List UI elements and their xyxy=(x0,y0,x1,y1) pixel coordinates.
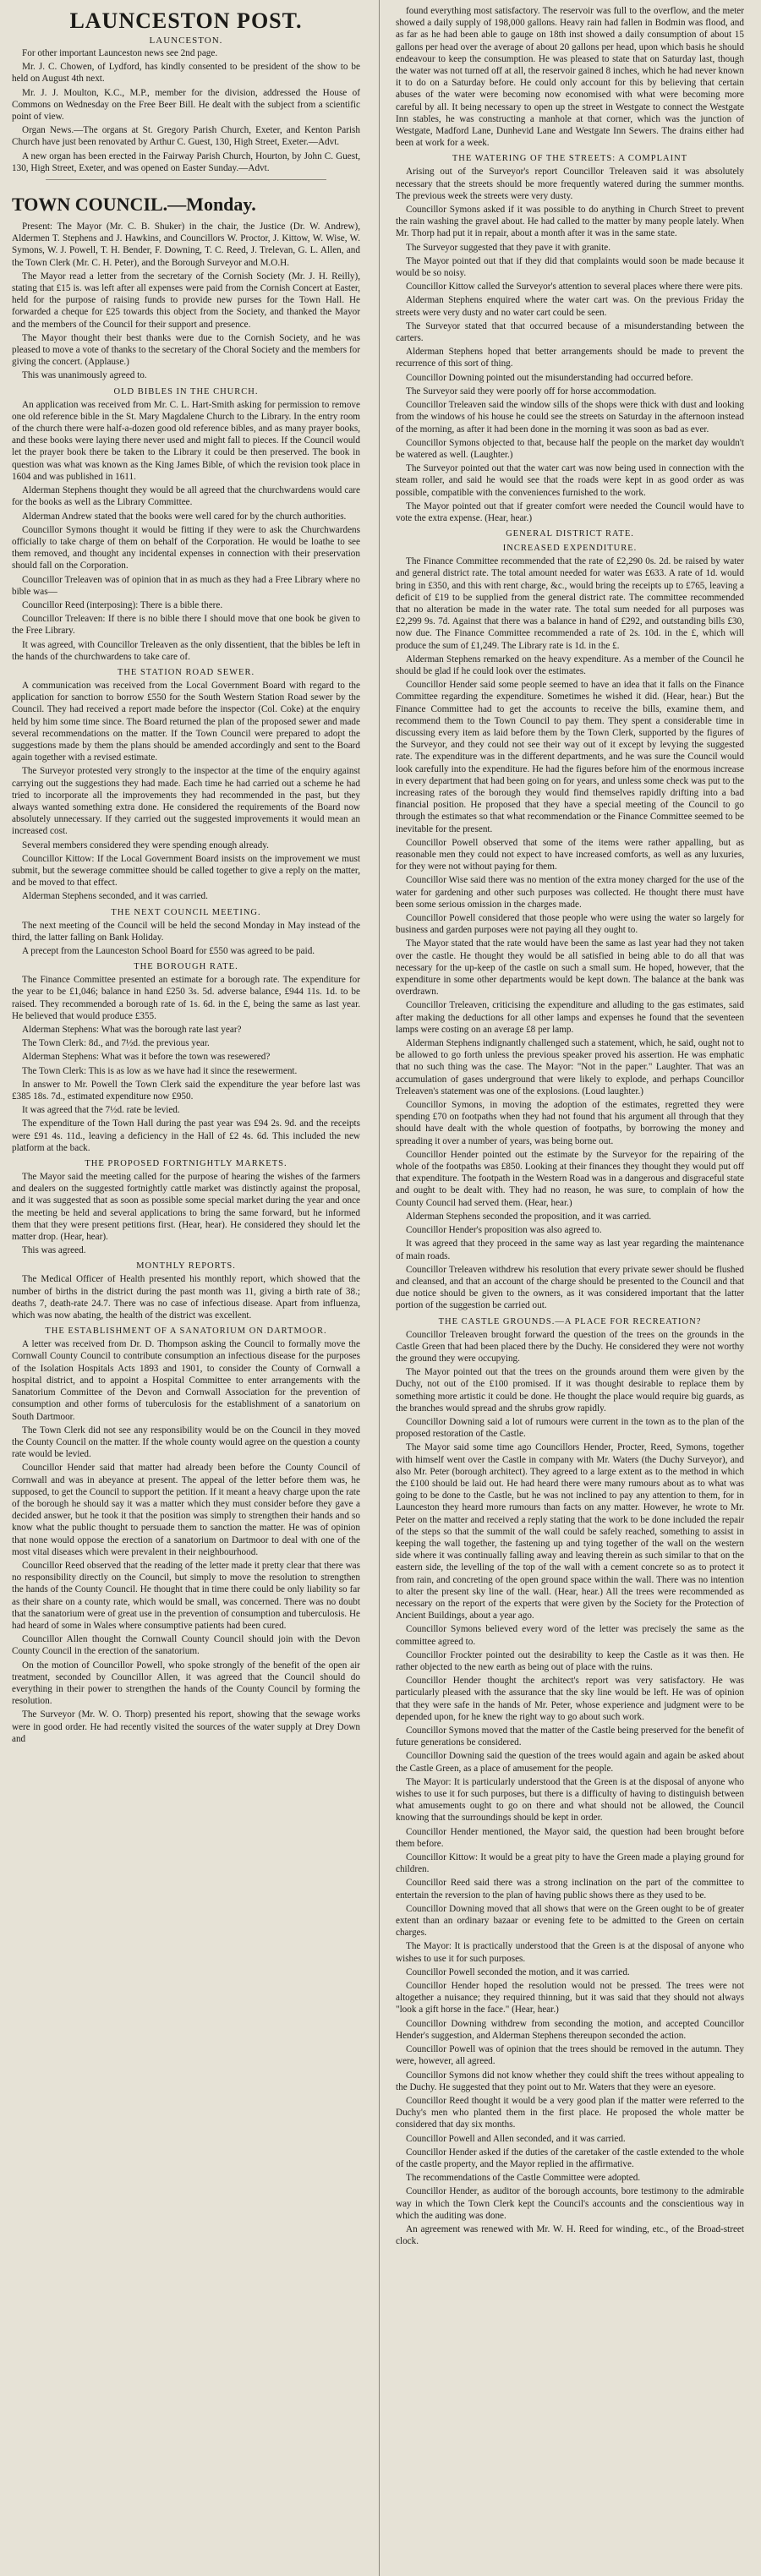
article-paragraph: On the motion of Councillor Powell, who spoke strongly of the benefit of the open air treatment, seconded by Councillor Allen, it was agreed that the Council should do everything in their power to strengthen the hands of the County Council by forming the resolution. xyxy=(12,1660,360,1707)
article-paragraph: Councillor Downing pointed out the misunderstanding had occurred before. xyxy=(406,372,693,383)
section-rule xyxy=(46,179,326,180)
right-column xyxy=(389,0,751,2576)
article-paragraph: Councillor Treleaven withdrew his resolution that every private sewer should be flushed and cleansed, and that an account of the charge should be presented to the Council and that due notice should be given to the owners, as it was considered important that the latter portion of the suggestion be carried out. xyxy=(396,1264,744,1311)
article-paragraph: Alderman Stephens: What was the borough rate last year? xyxy=(22,1025,242,1036)
article-paragraph: The Finance Committee recommended that the rate of £2,290 0s. 2d. be raised by water and general district rate. The total amount needed for water was £633. A rate of 1d. would bring in £350, and this with rent charge, &c., would bring the receipts up to £765, leaving a deficit of £19 to be supplied from the general district rate. The committee recommended that no alteration be made in the water rate. The total sum needed for all purposes was £2,299 9s. 7d. Against that there was a balance in hand of £292, and outstanding bills £30, now due. The Finance Committee recommended a rate of 2s. 10d. in the £, which will produce the sum of £1,249. The Library rate is 1d. in the £. xyxy=(396,556,744,651)
article-paragraph: Councillor Treleaven: If there is no bible there I should move that one book be given to the Free Library. xyxy=(12,614,360,637)
article-paragraph: The next meeting of the Council will be held the second Monday in May instead of the third, the latter falling on Bank Holiday. xyxy=(12,920,360,943)
article-paragraph: Alderman Stephens hoped that better arrangements should be made to prevent the recurrence of this sort of thing. xyxy=(396,347,744,369)
article-paragraph: Councillor Symons thought it would be fitting if they were to ask the Churchwardens officially to take charge of them on behalf of the Corporation. He would be loathe to see them removed, and thought any incidental expenses in connection with their preservation should fall on the Corporation. xyxy=(12,524,360,572)
article-paragraph: Councillor Symons, in moving the adoption of the estimates, regretted they were spending £70 on footpaths when they had not found that his argument all through that they should have dealt with the whole question of footpaths, by borrowing the money and spreading it over a number of years, was being borne out. xyxy=(396,1100,744,1146)
article-paragraph: Councillor Symons did not know whether they could shift the trees without appealing to the Duchy. He suggested that they point out to Mr. Waters that they were an eyesore. xyxy=(396,2070,744,2092)
article-paragraph: Councillor Downing withdrew from seconding the motion, and accepted Councillor Hender's suggestion, and Alderman Stephens thereupon seconded the action. xyxy=(396,2018,744,2041)
article-paragraph: Councillor Downing said a lot of rumours were current in the town as to the plan of the proposed restoration of the Castle. xyxy=(396,1416,744,1440)
right-column-body xyxy=(396,5,744,2247)
article-paragraph: The Mayor pointed out that if greater comfort were needed the Council would have to vote the extra expense. (Hear, hear.) xyxy=(396,500,744,523)
article-paragraph: Councillor Powell seconded the motion, and it was carried. xyxy=(406,1966,630,1977)
section-heading: MONTHLY REPORTS. xyxy=(136,1261,236,1272)
article-paragraph: Councillor Downing moved that all shows that were on the Green ought to be of greater extent than an ordinary bazaar or evening fete to be admitted to the Green on certain charges. xyxy=(396,1903,744,1939)
section-heading: GENERAL DISTRICT RATE. xyxy=(506,529,634,539)
left-column-body xyxy=(12,36,360,1745)
article-paragraph: Councillor Downing said the question of the trees would again and again be asked about the Castle Green, as a place of amusement for the people. xyxy=(396,1751,744,1774)
article-paragraph: For other important Launceston news see 2nd page. xyxy=(22,48,218,58)
article-paragraph: Councillor Treleaven was of opinion that in as much as they had a Free Library where no bible was— xyxy=(12,574,360,597)
article-paragraph: The Medical Officer of Health presented his monthly report, which showed that the number of births in the district during the past month was 11, giving a birth rate of 38.; deaths 7, death-rate 24.7. There was no case of infectious disease. Apart from influenza, which was now abating, the health of the district was excellent. xyxy=(12,1274,360,1321)
article-paragraph: The Town Clerk did not see any responsibility would be on the Council in they moved the County Council on the matter. If the whole county would agree on the question a county rate would be levied. xyxy=(12,1425,360,1460)
section-heading: OLD BIBLES IN THE CHURCH. xyxy=(113,386,259,397)
article-paragraph: Councillor Hender said some people seemed to have an idea that it falls on the Finance Committee regarding the expenditure. Sometimes he wished it did. (Hear, hear.) But the Finance Committee had to get the accounts to receive the bills, examine them, and recommend them to the Town Council to pay them. They spent a considerable time in discussing every item as laid before them by the Town Clerk, supported by the figures of the Surveyor, and they could not see their way out of it except by levying the suggested rate. The expenditure was in the different departments, and he was sure the Council would look carefully into the expenditure. He had the figures before him of the enormous increase in every department that had been going on for years, and unless some check was put to the increasing rates of the borough they would find themselves rapidly drifting into a bad financial position. He proposed that they have a special meeting of the Council to go through the estimates so that what recommendation or the Finance Committee seemed to be inevitable for the present. xyxy=(396,680,744,834)
article-paragraph: Alderman Stephens seconded, and it was carried. xyxy=(22,891,208,902)
article-paragraph: Councillor Powell observed that some of the items were rather appalling, but as reasonable men they could not expect to have increased comforts, as well as any luxuries, for they were not without paying for them. xyxy=(396,837,744,872)
article-paragraph: The Surveyor protested very strongly to the inspector at the time of the enquiry against carrying out the suggestions they had made. Each time he had carried out a scheme he had tried to incorporate all the improvements they had recommended in the past, but they always wanted something extra done. He considered the requirements of the Board now absolutely unnecessary. If they carried out the suggested improvements it would mean an increased cost. xyxy=(12,766,360,837)
article-paragraph: The Town Clerk: This is as low as we have had it since the resewerment. xyxy=(22,1065,298,1076)
article-paragraph: Organ News.—The organs at St. Gregory Parish Church, Exeter, and Kenton Parish Church have just been renovated by Arthur C. Guest, 130, High Street, Exeter.—Advt. xyxy=(12,125,360,148)
article-paragraph: Councillor Hender thought the architect's report was very satisfactory. He was particularly pleased with the assurance that the sky line would be left. He was of opinion that they were safe in the hands of Mr. Peter, whose experience and judgment were to be depended upon, for he knew the right way to go about such work. xyxy=(396,1676,744,1722)
section-heading: THE PROPOSED FORTNIGHTLY MARKETS. xyxy=(85,1159,287,1169)
column-divider xyxy=(379,0,380,2576)
article-paragraph: A precept from the Launceston School Board for £550 was agreed to be paid. xyxy=(22,946,315,956)
article-paragraph: Councillor Powell considered that those people who were using the water so largely for business and garden purposes were not paying all they ought to. xyxy=(396,913,744,936)
section-heading: THE CASTLE GROUNDS.—A PLACE FOR RECREATION? xyxy=(438,1316,702,1326)
article-paragraph: Councillor Reed said there was a strong inclination on the part of the committee to entertain the reversion to the plan of having public shows there as they used to be. xyxy=(396,1878,744,1901)
article-paragraph: In answer to Mr. Powell the Town Clerk said the expenditure the year before last was £385 18s. 7d., estimated expenditure now £950. xyxy=(12,1079,360,1102)
article-paragraph: Councillor Hender mentioned, the Mayor said, the question had been brought before them before. xyxy=(396,1826,744,1849)
article-paragraph: The Town Clerk: 8d., and 7½d. the previous year. xyxy=(22,1038,210,1049)
article-paragraph: The expenditure of the Town Hall during the past year was £94 2s. 9d. and the receipts were £91 4s. 11d., leaving a deficiency in the Hall of £2 4s. 6d. This included the new platform at the back. xyxy=(12,1118,360,1153)
masthead: LAUNCESTON POST. xyxy=(69,8,303,33)
article-paragraph: The Mayor said some time ago Councillors Hender, Procter, Reed, Symons, together with himself went over the Castle in company with Mr. Waters (the Duchy Surveyor), and also Mr. Peter (borough architect). They agreed to a large extent as to the method in which the £100 should be laid out. He had heard there were many rumours about as to what was going to be done to the Castle, but he was not inclined to pay any attention to them, for in Launceston they heard more rumours than facts on any matter. However, he wrote to Mr. Peter on the matter and received a reply stating that the work to be done included the repair of the steps so that the summit of the wall could be safely reached, something to assist in keeping the wall together, the fastening up and tying together of the wall on the western side where it was continually falling away and leaving therein as such similar to that on the eastern side, the levelling of the top of the wall with a cement concrete so as to protect it from rain, and concreting of the open ground space within the wall. There was no intention to alter the present sky line of the wall. (Hear, hear.) All the trees were recommended as necessary on the report of the experts that were given by the Society for the Protection of Ancient Buildings, about a year ago. xyxy=(396,1442,744,1622)
article-paragraph: The Mayor said the meeting called for the purpose of hearing the wishes of the farmers and dealers on the suggested fortnightly cattle market was distinctly against the proposal, and it was suggested that as soon as possible some special market during the year and once the meeting be held and several applications to bring the same forward, but he informed them that they were present petitions first. (Hear, hear). He considered they should let the matter drop. (Hear, hear). xyxy=(12,1172,360,1243)
section-heading: LAUNCESTON. xyxy=(149,36,223,46)
article-paragraph: A communication was received from the Local Government Board with regard to the application for sanction to borrow £550 for the South Western Station Road sewer by the Council. They had received a report made before the inspector (Col. Coke) at the enquiry held by him some time since. The Board returned the plan of the proposed sewer and made several recommendations on the matter. If the Town Council were prepared to adopt the suggestions made by them the plans should be amended accordingly and sent to the Board again together with a revised estimate. xyxy=(12,680,360,763)
article-paragraph: Councillor Hender said that matter had already been before the County Council of Cornwall and was in abeyance at present. The appeal of the letter before them was, he supposed, to get the Council to support the petition. If it meant a heavy charge upon the rate of the borough he should say it was a matter which they must consider before they gave a decided answer, but he took it that the position was simply to strengthen their hands and so know what the public thought to persuade them to sanction the matter. He was of opinion that none would oppose the erection of a sanatorium on Dartmoor to deal with one of the most vital diseases which were prevalent in their neighbourhood. xyxy=(12,1463,360,1557)
section-heading: THE WATERING OF THE STREETS: A COMPLAINT xyxy=(452,154,688,164)
article-paragraph: Mr. J. J. Moulton, K.C., M.P., member for the division, addressed the House of Commons on Wednesday on the Free Beer Bill. He dealt with the subject from a scientific point of view. xyxy=(12,87,360,123)
article-paragraph: This was unanimously agreed to. xyxy=(22,370,147,381)
article-paragraph: Councillor Symons moved that the matter of the Castle being preserved for the benefit of future generations be considered. xyxy=(396,1726,744,1748)
article-paragraph: The Finance Committee presented an estimate for a borough rate. The expenditure for the year to be £1,046; balance in hand £250 3s. 5d. adverse balance, £944 11s. 1d. to be raised. They recommended a borough rate of 1s. 6d. in the £, being the same as last year. He believed that would produce £355. xyxy=(12,975,360,1021)
article-paragraph: Councillor Treleaven, criticising the expenditure and alluding to the gas estimates, said after making the deductions for all other lamps and expenses he found that the seventeen lamps were costing on an average £8 per lamp. xyxy=(396,1000,744,1035)
article-paragraph: Councillor Treleaven said the window sills of the shops were thick with dust and looking from the windows of his house he could see the streets on Saturday in the afternoon instead of the morning, as after it had been done in the morning it was soon as bad as ever. xyxy=(396,400,744,435)
article-paragraph: Mr. J. C. Chowen, of Lydford, has kindly consented to be president of the show to be held on August 4th next. xyxy=(12,62,360,85)
article-paragraph: Councillor Hender asked if the duties of the caretaker of the castle extended to the whole of the castle property, and the Mayor replied in the affirmative. xyxy=(396,2147,744,2169)
article-paragraph: An application was received from Mr. C. L. Hart-Smith asking for permission to remove one old reference bible in the St. Mary Magdalene Church to the Library. In the entry room of the church there were half-a-dozen good old reference bibles, and as many prayer books, and these books were laying there never used and might fall to pieces. If the Council would let the prayer book there be taken to the Library it could be then preserved. The book in question was what was known as the King James Bible, of which the revision took place in 1604 and was published in 1611. xyxy=(12,399,360,482)
article-paragraph: Councillor Frockter pointed out the desirability to keep the Castle as it was then. He rather objected to the new earth as being out of place with the ruins. xyxy=(396,1649,744,1672)
article-paragraph: The Mayor pointed out that if they did that complaints would soon be made because it would be so noisy. xyxy=(396,255,744,279)
article-paragraph: The Surveyor suggested that they pave it with granite. xyxy=(406,242,611,253)
article-paragraph: Councillor Hender, as auditor of the borough accounts, bore testimony to the admirable way in which the Town Clerk kept the Council's accounts and the conscientious way in which the auditing was done. xyxy=(396,2186,744,2221)
article-paragraph: Present: The Mayor (Mr. C. B. Shuker) in the chair, the Justice (Dr. W. Andrew), Aldermen T. Stephens and J. Hawkins, and Councillors W. Proctor, J. Kittow, W. Wise, W. Symons, W. J. Powell, T. H. Bender, F. Downing, T. C. Reed, J. Trelevan, G. L. Allen, and the Town Clerk (Mr. C. H. Peter), and the Borough Surveyor and M.O.H. xyxy=(12,222,360,268)
article-paragraph: Alderman Stephens seconded the proposition, and it was carried. xyxy=(406,1211,652,1222)
article-paragraph: Councillor Kittow: It would be a great pity to have the Green made a playing ground for children. xyxy=(396,1852,744,1875)
section-heading: THE BOROUGH RATE. xyxy=(134,962,238,972)
article-paragraph: The Mayor: It is practically understood that the Green is at the disposal of anyone who wishes to use it for such purposes. xyxy=(396,1941,744,1964)
article-paragraph: Councillor Wise said there was no mention of the extra money charged for the use of the water for gardening and other such purposes was collected. He thought there must have been some serious omission in the charges made. xyxy=(396,875,744,910)
article-paragraph: It was agreed that the 7½d. rate be levied. xyxy=(22,1105,180,1116)
article-paragraph: Councillor Kittow called the Surveyor's attention to several places where there were pits. xyxy=(406,282,743,293)
article-paragraph: Councillor Reed (interposing): There is a bible there. xyxy=(22,599,223,610)
article-paragraph: The Surveyor (Mr. W. O. Thorp) presented his report, showing that the sewage works were in good order. He had recently visited the sources of the water supply at Drey Down and xyxy=(12,1709,360,1744)
article-paragraph: Alderman Stephens: What was it before the town was resewered? xyxy=(22,1052,271,1063)
article-paragraph: Councillor Hender's proposition was also agreed to. xyxy=(406,1225,602,1236)
section-heading: TOWN COUNCIL.—Monday. xyxy=(12,194,256,216)
article-paragraph: Alderman Stephens thought they would be all agreed that the churchwardens would care for the books as well as the Library Committee. xyxy=(12,485,360,508)
article-paragraph: The Mayor: It is particularly understood that the Green is at the disposal of anyone who wishes to use it for such purposes, but there is a difficulty of having to distinguish between what amusements ought to go on there and what should not be allowed, the Council knowing that the surroundings should be kept in order. xyxy=(396,1776,744,1824)
article-paragraph: Alderman Andrew stated that the books were well cared for by the church authorities. xyxy=(22,511,347,522)
article-paragraph: It was agreed that they proceed in the same way as last year regarding the maintenance of main roads. xyxy=(396,1239,744,1261)
article-paragraph: This was agreed. xyxy=(22,1245,86,1256)
article-paragraph: Councillor Symons believed every word of the letter was precisely the same as the committee agreed to. xyxy=(396,1624,744,1647)
article-paragraph: The Surveyor pointed out that the water cart was now being used in connection with the steam roller, and said he would see that the roads were kept in as good order as was possible, compatible with the conveniences furnished to the work. xyxy=(396,463,744,498)
article-paragraph: Councillor Hender pointed out the estimate by the Surveyor for the repairing of the whole of the footpaths was £850. Looking at their finances they thought they would put off that expenditure. The footpath in the Western Road was in a dangerous and disgraceful state and ought to be dealt with. They had no reason, he was sure, to complain of how the County Council had served them. (Hear, hear.) xyxy=(396,1149,744,1208)
article-paragraph: Councillor Hender hoped the resolution would not be pressed. The trees were not altogether a nuisance; they required thinning, but it was said that they should not always "look a gift horse in the face." (Hear, hear.) xyxy=(396,1981,744,2015)
article-paragraph: Several members considered they were spending enough already. xyxy=(22,840,269,850)
article-paragraph: Councillor Reed thought it would be a very good plan if the matter were referred to the Duchy's men who planted them in the first place. He proposed the whole matter be considered that day six months. xyxy=(396,2095,744,2130)
article-paragraph: Councillor Powell was of opinion that the trees should be removed in the autumn. They were, however, all agreed. xyxy=(396,2044,744,2067)
article-paragraph: The Mayor pointed out that the trees on the grounds around them were given by the Duchy, not out of the £100 promised. If it was thought desirable to replace them by something more artistic it could be done. He thought the place would require big guards, as the branches would spread and the shrubs grow rapidly. xyxy=(396,1367,744,1414)
article-paragraph: Councillor Powell and Allen seconded, and it was carried. xyxy=(406,2133,626,2144)
article-paragraph: Councillor Treleaven brought forward the question of the trees on the grounds in the Castle Green that had been placed there by the Duchy. He considered they were not worthy the ground they were occupying. xyxy=(396,1329,744,1364)
article-paragraph: The Mayor thought their best thanks were due to the Cornish Society, and he was pleased to move a vote of thanks to the secretary of the Choral Society and the members for giving the concert. (Applause.) xyxy=(12,332,360,368)
article-paragraph: Alderman Stephens indignantly challenged such a statement, which, he said, ought not to be allowed to go forth unless the previous speaker proved his assertion. He was emphatic that no such thing was the case. The Mayor: "Not in the paper." Laughter. That was an accumulation of gases underground that were likely to explode, and perhaps Councillor Treleaven's statement was one of the explosions. (Loud laughter.) xyxy=(396,1038,744,1097)
article-paragraph: Councillor Allen thought the Cornwall County Council should join with the Devon County Council in the erection of the sanatorium. xyxy=(12,1634,360,1657)
article-paragraph: The Surveyor stated that that occurred because of a misunderstanding between the carters. xyxy=(396,320,744,344)
article-paragraph: Arising out of the Surveyor's report Councillor Treleaven said it was absolutely necessary that the streets should be more frequently watered during the summer months. The previous week the streets were very dusty. xyxy=(396,167,744,201)
article-paragraph: Alderman Stephens remarked on the heavy expenditure. As a member of the Council he should be glad if he could look over the estimates. xyxy=(396,654,744,676)
section-heading: INCREASED EXPENDITURE. xyxy=(502,544,638,554)
article-paragraph: Councillor Reed observed that the reading of the letter made it pretty clear that there was no responsibility directly on the Council, but simply to move the resolution to strengthen the hands of the County Council. He thought that in time there could be only liability so far as their share on a county rate, which would be small, was concerned. There was no doubt that the sanatorium were of great use in the prevention of consumption and tuberculosis. He had heard of some in Wales where consumptive patients had been cured. xyxy=(12,1560,360,1631)
article-paragraph: found everything most satisfactory. The reservoir was full to the overflow, and the meter showed a daily supply of 198,000 gallons. Heavy rain had fallen in Bodmin was flood, and as far as he had been able to gauge on 18th inst showed a daily consumption of about 15 gallons per head over the average of about 20 gallons per head, upon which basis he should endeavour to keep the consumption. He was pleased to state that on Saturday last, though the water was not turned off at all, the reservoir gained 8 inches, which he had never known it to do on a Saturday before. He could only account for this by believing that certain abuses of the water were becoming now economised with what were becoming more careful by all. It being necessary to open up the street in Westgate to connect the Westgate Inn stables, he was constructing a manhole at that corner, which was the junction of Westgate, Madford Lane, Dunhevid Lane and Westgate Inn Sewers. The drains either had been at work for a week. xyxy=(396,6,744,149)
article-paragraph: Councillor Symons asked if it was possible to do anything in Church Street to prevent the rain washing the gravel about. He had called to the matter by many people lately. When Mr. Thorp had put it in repair, about a month after it was in the same state. xyxy=(396,205,744,239)
section-heading: THE NEXT COUNCIL MEETING. xyxy=(111,907,261,917)
article-paragraph: The Mayor read a letter from the secretary of the Cornish Society (Mr. J. H. Reilly), stating that £15 is. was left after all expenses were paid from the Cornish Concert at Easter, held for the purpose of raising funds to provide new purses for the Town Hall. He forwarded a cheque for £25 towards this object from the Society, and thanked the Mayor and the members of the Council for their support and presence. xyxy=(12,271,360,330)
article-paragraph: Alderman Stephens enquired where the water cart was. On the previous Friday the streets were very dusty and no water cart could be seen. xyxy=(396,295,744,318)
article-paragraph: The Mayor stated that the rate would have been the same as last year had they not taken over the castle. He thought they would be all satisfied in being able to do all that was necessary for the up-keep of the castle on such a small sum. He hoped, however, that the expenditure in some other departments would be kept down. The balance at the bank was overdrawn. xyxy=(396,938,744,998)
section-heading: THE STATION ROAD SEWER. xyxy=(117,667,255,677)
article-paragraph: The Surveyor said they were poorly off for horse accommodation. xyxy=(406,386,657,397)
article-paragraph: The recommendations of the Castle Committee were adopted. xyxy=(406,2173,641,2184)
article-paragraph: Councillor Symons objected to that, because half the people on the market day wouldn't be watered as well. (Laughter.) xyxy=(396,437,744,460)
article-paragraph: An agreement was renewed with Mr. W. H. Reed for winding, etc., of the Broad-street clock. xyxy=(396,2223,744,2247)
left-column xyxy=(5,0,367,2576)
article-paragraph: Councillor Kittow: If the Local Government Board insists on the improvement we must submit, but the sewerage committee should be called together to give a reply on the matter, and be moved to that effect. xyxy=(12,853,360,889)
article-paragraph: A letter was received from Dr. D. Thompson asking the Council to formally move the Cornwall County Council to contribute consumption an infectious disease for the purposes of the Isolation Hospitals Acts 1893 and 1901, to consider the County of Cornwall a hospital district, and to appoint a Hospital Committee to enter arrangements with the Sanatorium Committee of the Devon and Cornwall Association for the prevention of consumption and other forms of tuberculosis for the establishment of a sanatorium on South Dartmoor. xyxy=(12,1339,360,1422)
article-paragraph: A new organ has been erected in the Fairway Parish Church, Hourton, by John C. Guest, 130, High Street, Exeter, and was opened on Easter Sunday.—Advt. xyxy=(12,150,360,173)
section-heading: THE ESTABLISHMENT OF A SANATORIUM ON DARTMOOR. xyxy=(45,1326,327,1337)
article-paragraph: It was agreed, with Councillor Treleaven as the only dissentient, that the bibles be left in the hands of the churchwardens to take care of. xyxy=(12,639,360,662)
